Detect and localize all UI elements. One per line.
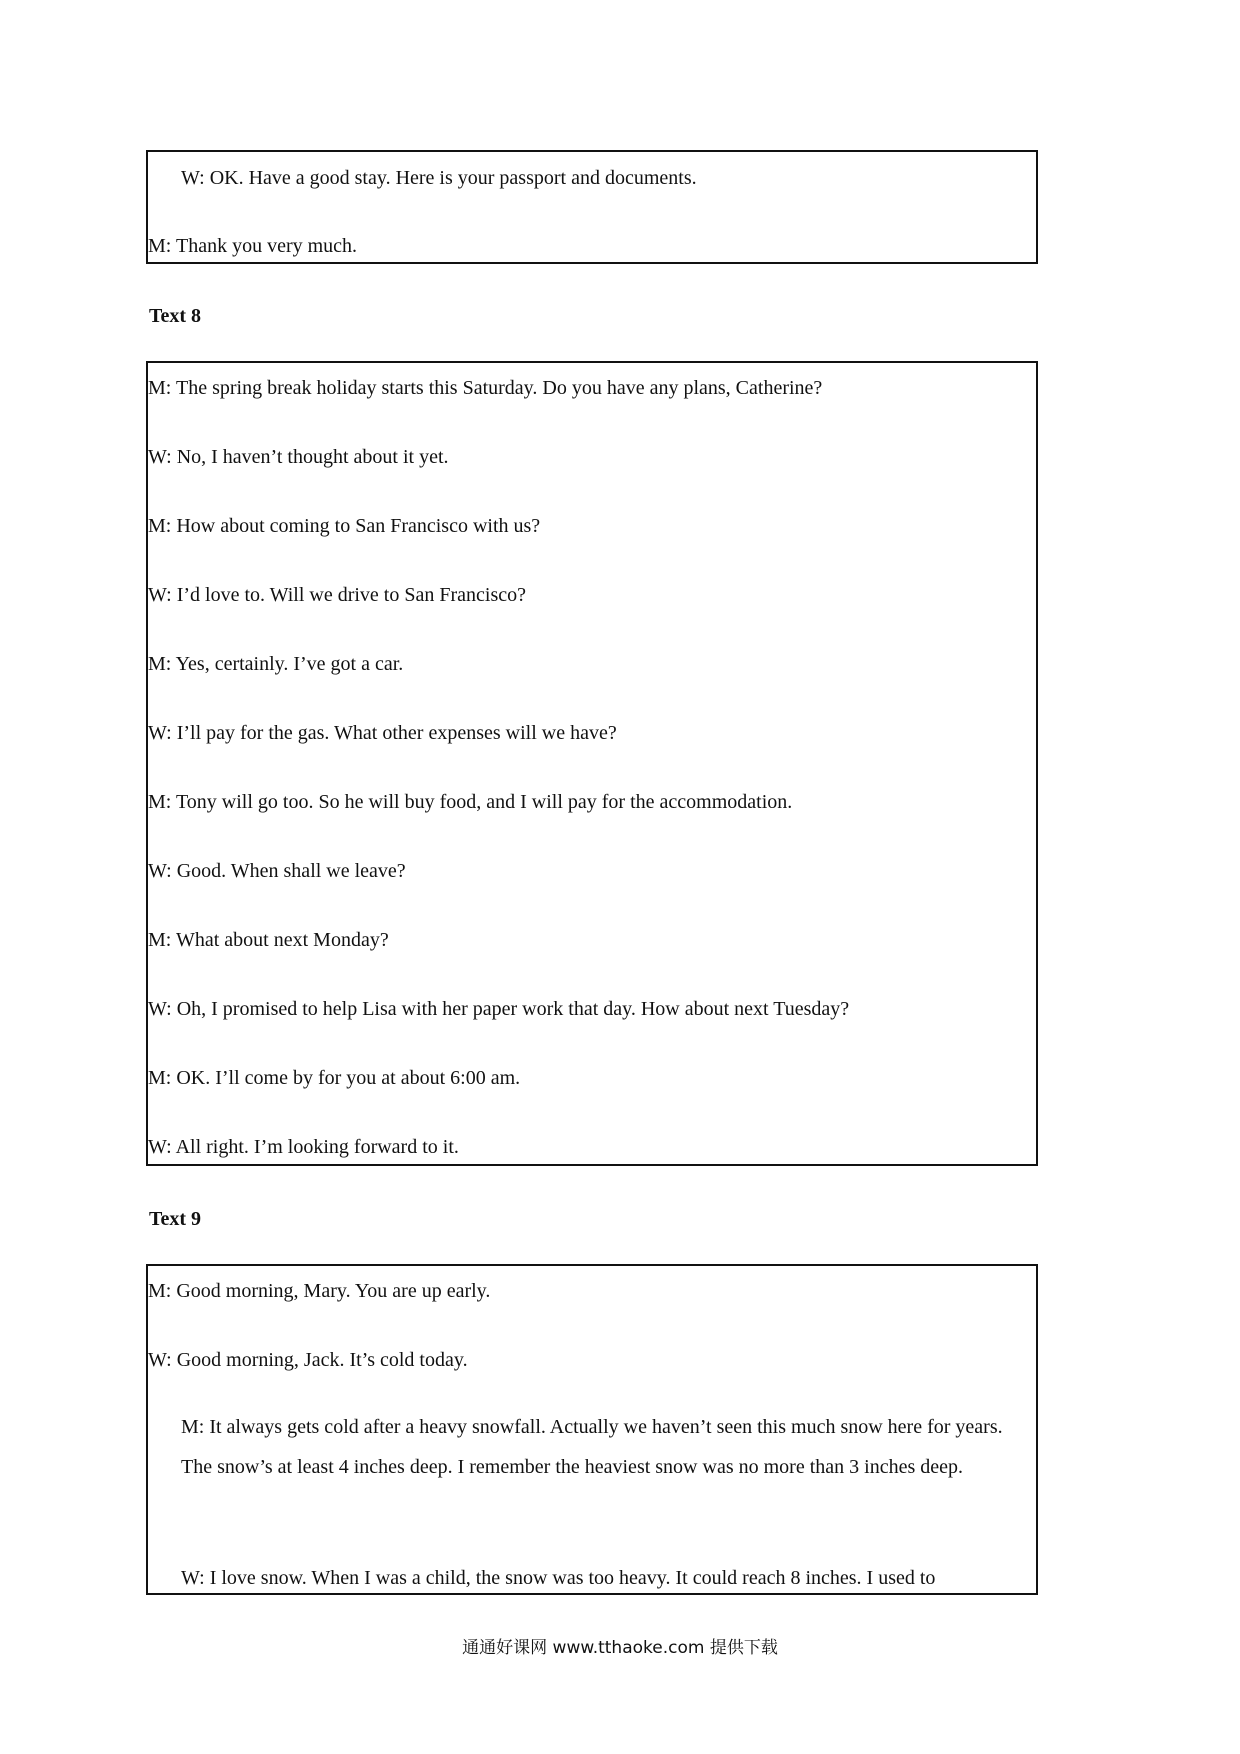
dialogue-box-text9 bbox=[146, 1264, 1038, 1595]
dialogue-box-text8 bbox=[146, 361, 1038, 1166]
dialogue-line: M: Tony will go too. So he will buy food, and I will pay for the accommodation. bbox=[148, 791, 793, 813]
dialogue-line: M: What about next Monday? bbox=[148, 929, 389, 951]
footer-source-note: 通通好课网 www.tthaoke.com 提供下载 bbox=[462, 1638, 778, 1658]
dialogue-paragraph: M: It always gets cold after a heavy snowfall. Actually we haven’t seen this much snow here for years. The snow’s at least 4 inches deep. I remember the heaviest snow was no more than 3 inches deep. bbox=[181, 1416, 1003, 1478]
section-heading-text8: Text 8 bbox=[149, 305, 202, 327]
dialogue-line: W: OK. Have a good stay. Here is your passport and documents. bbox=[181, 167, 697, 189]
dialogue-line: W: I love snow. When I was a child, the snow was too heavy. It could reach 8 inches. I used to bbox=[181, 1567, 936, 1589]
dialogue-box-text7-end bbox=[146, 150, 1038, 264]
dialogue-line: W: I’ll pay for the gas. What other expenses will we have? bbox=[148, 722, 617, 744]
dialogue-line: W: Good morning, Jack. It’s cold today. bbox=[148, 1349, 468, 1371]
dialogue-line: M: Good morning, Mary. You are up early. bbox=[148, 1280, 491, 1302]
dialogue-line: M: The spring break holiday starts this Saturday. Do you have any plans, Catherine? bbox=[148, 377, 823, 399]
dialogue-line: M: Yes, certainly. I’ve got a car. bbox=[148, 653, 404, 675]
dialogue-line: M: Thank you very much. bbox=[148, 235, 358, 257]
section-heading-text9: Text 9 bbox=[149, 1208, 202, 1230]
dialogue-line: M: OK. I’ll come by for you at about 6:00 am. bbox=[148, 1067, 521, 1089]
dialogue-line: W: All right. I’m looking forward to it. bbox=[148, 1136, 459, 1158]
dialogue-line: W: I’d love to. Will we drive to San Francisco? bbox=[148, 584, 526, 606]
dialogue-line: W: No, I haven’t thought about it yet. bbox=[148, 446, 449, 468]
dialogue-line: W: Oh, I promised to help Lisa with her paper work that day. How about next Tuesday? bbox=[148, 998, 850, 1020]
dialogue-line: M: How about coming to San Francisco with us? bbox=[148, 515, 541, 537]
dialogue-line: W: Good. When shall we leave? bbox=[148, 860, 406, 882]
